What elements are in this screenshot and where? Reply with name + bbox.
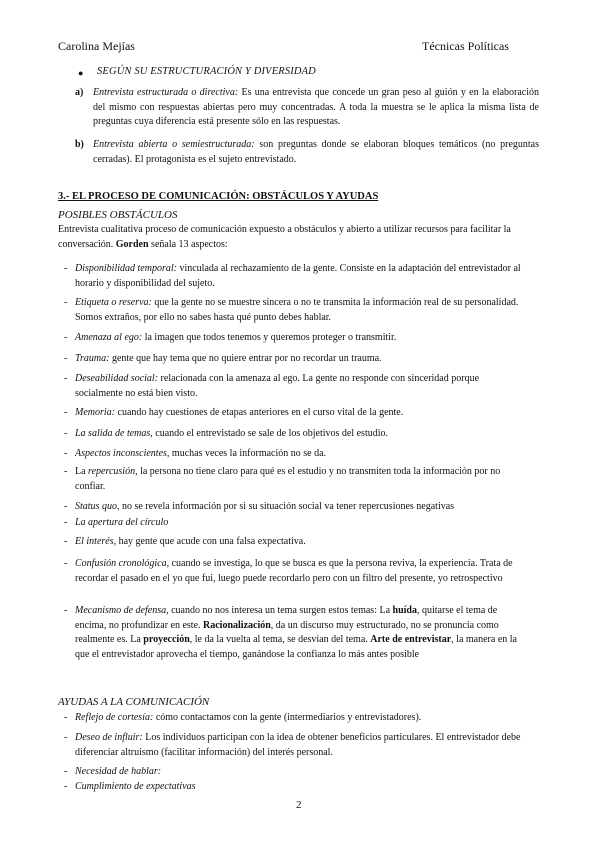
aids-title: AYUDAS A LA COMUNICACIÓN bbox=[58, 696, 210, 708]
list-item: - Confusión cronológica, cuando se investiga, lo que se busca es que la persona reviva, la experiencia. Trata de recordar el pasado en el yo que fui, luego puede recordarlo pero con un filtro del presente, yo retrospectivo bbox=[64, 558, 513, 584]
list-item-defense: - Mecanismo de defensa, cuando no nos interesa un tema surgen estos temas: La huída, quitarse el tema de encima, no profundizar en este. Racionalización, da un discurso muy estructurado, no se pronuncia como realmente es. La proyección, le da la vuelta al tema, se desvían del tema. Arte de entrevistar, la manera en la que el entrevistador aprovecha el tiempo, ganándose la confianza lo más antes posible bbox=[64, 605, 517, 660]
list-item: - Deseo de influir: Los individuos participan con la idea de obtener beneficios particulares. El entrevistador debe diferenciar altruismo (facilitar información) del interés personal. bbox=[64, 732, 521, 758]
obstacles-intro: Entrevista cualitativa proceso de comunicación expuesto a obstáculos y abierto a utilizar recursos para facilitar la conversación. Gorden señala 13 aspectos: bbox=[58, 224, 511, 250]
list-item: - Etiqueta o reserva: que la gente no se muestre sincera o no te transmita la información real de su personalidad. Somos extraños, por ello no sabes hasta qué punto debes hablar. bbox=[64, 297, 519, 323]
structure-item-a: a) Entrevista estructurada o directiva: Es una entrevista que concede un gran peso al guión y en la elaboración del mismo con respuestas abiertas pero muy concentradas. A toda la muestra se le aplica la misma lista de preguntas cuya diferencia está presente sólo en las respuestas. bbox=[75, 87, 539, 127]
list-item: - Deseabilidad social: relacionada con la amenaza al ego. La gente no responde con sinceridad porque socialmente no está bien visto. bbox=[64, 373, 480, 399]
list-item: - La apertura del círculo bbox=[64, 517, 169, 528]
list-item: - Trauma: gente que hay tema que no quiere entrar por no recordar un trauma. bbox=[64, 353, 382, 364]
structure-title: SEGÚN SU ESTRUCTURACIÓN Y DIVERSIDAD bbox=[97, 66, 316, 77]
page-number: 2 bbox=[296, 799, 302, 811]
list-item: - Memoria: cuando hay cuestiones de etapas anteriores en el curso vital de la gente. bbox=[64, 407, 404, 418]
list-item: - Reflejo de cortesía: cómo contactamos con la gente (intermediarios y entrevistadores). bbox=[64, 712, 422, 723]
list-item: - La salida de temas, cuando el entrevistado se sale de los objetivos del estudio. bbox=[64, 428, 389, 439]
header-subject: Técnicas Políticas bbox=[422, 39, 509, 53]
list-item: - Status quo, no se revela información por si su situación social va tener repercusiones negativas bbox=[64, 501, 455, 512]
list-item: - El interés, hay gente que acude con una falsa expectativa. bbox=[64, 536, 306, 547]
structure-item-b: b) Entrevista abierta o semiestructurada: son preguntas donde se elaboran bloques temáticos (no preguntas cerradas). El protagonista es el sujeto entrevistado. bbox=[75, 139, 539, 165]
list-item: - Necesidad de hablar: bbox=[64, 766, 162, 777]
header-author: Carolina Mejías bbox=[58, 39, 135, 53]
list-item: - Aspectos inconscientes, muchas veces la información no se da. bbox=[64, 448, 327, 459]
list-item: - Cumplimiento de expectativas bbox=[64, 781, 196, 792]
bullet-icon: ● bbox=[78, 68, 84, 78]
obstacles-title: POSIBLES OBSTÁCULOS bbox=[58, 209, 178, 221]
list-item: - Disponibilidad temporal: vinculada al rechazamiento de la gente. Consiste en la adaptación del entrevistador al horario y disponibilidad del sujeto. bbox=[64, 263, 521, 289]
list-item: - Amenaza al ego: la imagen que todos tenemos y queremos proteger o transmitir. bbox=[64, 332, 397, 343]
section-heading: 3.- EL PROCESO DE COMUNICACIÓN: OBSTÁCULOS Y AYUDAS bbox=[58, 191, 379, 202]
list-item: - La repercusión, la persona no tiene claro para qué es el estudio y no transmiten toda la información por no confiar. bbox=[64, 466, 501, 492]
